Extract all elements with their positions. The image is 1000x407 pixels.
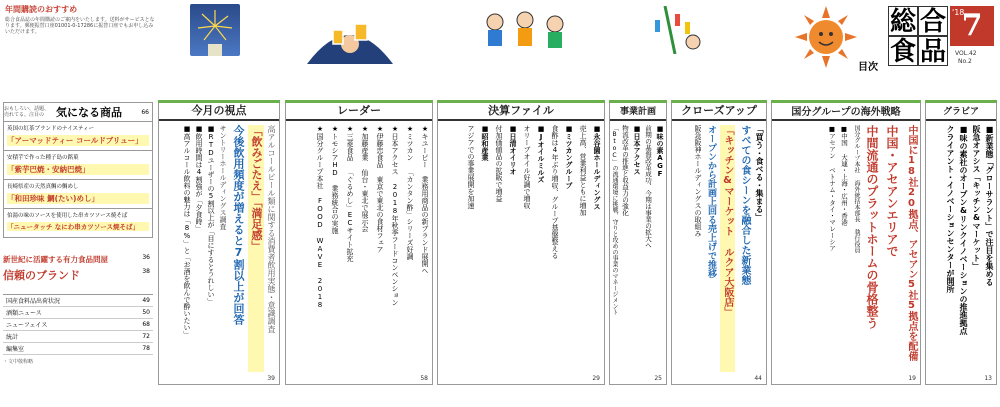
item-main: 「アーマッドティー コールドブリュー」 [7,135,149,146]
gravure-page: 13 [984,375,992,382]
item-sub: 安積芋で作った種子島の銘菓 [7,155,79,161]
closeup-line-5: 阪急阪神ホールディングスの取組み [694,125,702,237]
title-char-3: 食 [889,37,916,67]
item-sub: 長崎県産の天然真鯛の鯛めし [7,184,79,190]
tanabata-illustration [645,6,710,54]
fireworks-illustration [190,4,240,56]
bamboo-icon [645,6,710,54]
kessan-line-4: 食酢は4年ぶり増収、グループ基盤整える [551,125,559,259]
gravure-body [926,121,996,376]
gravure-line-4: クライアント・イノベーションセンターが開所 [946,125,955,293]
kininaru-item-1[interactable] [3,122,153,151]
index-row[interactable] [3,343,153,355]
section-closeup[interactable] [671,100,767,385]
closeup-line-4: オープンから計画上回る売上げで推移 [706,125,716,278]
gravure-heading: グラビア [926,101,996,121]
kongetsu-line-2: 「飲みごたえ」「満足感」 [248,125,264,372]
green-bar-jigyo [609,100,667,103]
kessan-line-6: オリーブオイル好調で増収 [523,125,531,209]
kininaru-header [3,102,153,122]
sun-illustration [795,6,857,68]
radar-heading: レーダー [286,101,432,121]
radar-line-8: ★国分グループ本社 FOOD WAVE 2018 [316,125,324,309]
kongetsu-line-7: ■高アルコール飲料の魅力は「8%」と「お酒を飲んで酔いたい」 [183,125,191,338]
kongetsu-page: 39 [267,375,275,382]
green-bar-kongetsu [158,100,280,103]
magazine-title [888,6,948,68]
green-bar-closeup [671,100,767,103]
kessan-page: 29 [592,375,600,382]
kininaru-side-text: おもしろい、話題、売れてる。注目の [4,106,50,118]
gravure-line-2: 阪急オアシス「キッチン&マーケット」 [972,125,981,270]
kokubun-line-4: 国分グループ本社 海外統括本部長 執行役員 [853,125,860,253]
children-illustration [470,8,580,60]
index-row[interactable] [3,331,153,343]
green-bar-kokubun [771,100,921,103]
jigyo-line-5: 「BtoC」の流通環境に挑戦、守りと攻めの事業のマネージメント [611,125,618,315]
title-char-2: 合 [919,7,946,37]
beer-toast-icon [305,16,395,64]
index-page: 49 [142,297,150,304]
jigyo-heading: 事業計画 [610,101,666,121]
index-page: 68 [142,321,150,328]
radar-page: 58 [420,375,428,382]
section-kongetsu[interactable] [158,100,280,385]
index-label: 統計 [6,334,19,341]
item-main: 「和田珍味 鯛(たい)めし」 [7,193,149,204]
section-kininaru [3,102,153,387]
brand-top-page: 36 [142,254,150,261]
jigyo-line-1: ■味の素AGF [656,125,664,178]
beer-illustration [305,16,395,64]
radar-line-5: ★加藤産業 仙台・東北で展示会 [361,125,369,232]
issue-month: 7 [961,8,983,43]
item-sub: 英国の紅茶ブランドのナイスティー [7,126,95,132]
jigyo-line-3: ■日本アクセス [633,125,641,175]
item-main: 「紫芋巴焼・安納巴焼」 [7,164,149,175]
index-list [3,294,153,355]
kokubun-body [772,121,920,376]
section-kokubun[interactable] [771,100,921,385]
kininaru-item-2[interactable] [3,151,153,180]
kessan-line-7: ■日清オイリオ [509,125,517,175]
index-page: 72 [142,333,150,340]
kokubun-line-5: ■中国 大連・上海・広州・香港 [840,125,848,226]
index-row[interactable] [3,307,153,319]
radar-line-1: ★キユーピー 業務用商品の新ブランド展開へ [421,125,429,274]
gravure-line-3: ■味の素社のオープン&リンクイノベーションの推進拠点 [959,125,968,335]
jigyo-line-2: 前期の基盤改革成功、今期は事業の拡大へ [644,125,652,249]
kongetsu-line-6: ■飲用時間は4割強が「夕食時」 [195,125,203,232]
fireworks-icon [190,4,240,56]
radar-line-3: ★日本アクセス 2018年秋季フードコンベンション [391,125,399,306]
kokubun-line-3: 中間流通のプラットホームの骨格整う [865,125,879,329]
kongetsu-line-3: 今後飲用頻度が増えると7割以上が回答 [232,125,245,325]
section-jigyo[interactable] [609,100,667,385]
title-char-1: 総 [889,7,916,37]
kokubun-line-6: ■アセアン ベトナム・タイ・マレーシア [828,125,836,252]
closeup-heading: クローズアップ [672,101,766,121]
kininaru-heading: 気になる商品 [56,106,122,119]
index-page: 78 [142,345,150,352]
item-sub: 伯湯の味のソースを使用した串カツソース焼そば [7,213,128,219]
no-label: No.2 [958,58,972,65]
kessan-line-8: 付加価値品の拡販で増益 [495,125,503,202]
kininaru-page: 66 [141,108,149,116]
kongetsu-heading: 今月の視点 [159,101,279,121]
kokubun-page: 19 [908,375,916,382]
kongetsu-line-4: サントリーホールディングス調査 [219,125,227,230]
kessan-body [438,121,604,376]
kessan-line-9: ■昭和産業 [481,125,489,161]
closeup-line-3: 「キッチン&マーケット ルクア大阪店」 [720,125,735,372]
closeup-line-1: 「買う・食べる・集まる」 [755,125,764,221]
kongetsu-body [159,121,279,376]
index-row[interactable] [3,295,153,307]
section-kessan[interactable] [437,100,605,385]
item-main: 「ニュータッチ なにわ串カツソース焼そば」 [7,222,149,231]
jigyo-line-4: 物流改革の推進と収益力の強化 [621,125,629,216]
kessan-line-2: 売上高、営業利益ともに増加 [579,125,587,216]
footnote: ・文中敬称略 [3,359,34,365]
kessan-line-1: ■永谷園ホールディングス [593,125,601,210]
radar-line-7: ★トモシアHD 業務統合の実施 [331,125,339,234]
kininaru-item-4[interactable] [3,209,153,238]
kongetsu-line-5: ■RTDユーザーの5割以上が「目にするとうれしい」 [207,125,215,305]
title-char-4: 品 [919,37,946,67]
kokubun-line-1: 中国に18社20拠点、アセアン5社5拠点を配備 [906,125,917,361]
sun-icon [795,6,857,68]
section-gravure[interactable] [925,100,997,385]
brand-top-title: 新世紀に活躍する有力食品問屋 [3,255,108,264]
radar-body [286,121,432,376]
gravure-line-1: ■新業態「グローサラント」で注目を集める [985,125,994,286]
section-radar[interactable] [285,100,433,385]
brand-main-title: 信頼のブランド [3,269,80,282]
kids-playing-icon [470,8,580,60]
index-row[interactable] [3,319,153,331]
index-label: 編集室 [6,346,25,353]
subscription-box [5,4,155,48]
kininaru-item-3[interactable] [3,180,153,209]
closeup-body [672,121,766,376]
closeup-line-2: すべての食シーンを融合した新業態 [739,125,750,285]
green-bar-kessan [437,100,605,103]
jigyo-body [610,121,666,376]
kongetsu-line-1: 高アルコールビール類に関する消費者飲用実態・意識調査 [267,125,276,333]
subscription-title: 年間購読のおすすめ [5,5,78,14]
subscription-text: 総合食品誌の年間購読のご案内をいたします。送料がサービスとなります。郵便振替口座01001-0-17286に振替口座でもお申し込みいただけます。 [5,17,155,35]
toc-label: 目次 [858,62,878,73]
index-label: 酒類ニュース [6,310,42,317]
green-bar-radar [285,100,433,103]
kessan-heading: 決算ファイル [438,101,604,121]
closeup-page: 44 [754,375,762,382]
index-label: 国産食料品出荷状況 [6,298,61,305]
brand-block[interactable] [3,254,153,284]
kessan-line-3: ■ミツカングループ [565,125,573,189]
brand-main-page: 38 [142,268,150,275]
vol-label: VOL.42 [955,50,977,57]
kokubun-heading: 国分グループの海外戦略 [772,101,920,121]
kokubun-line-2: 中国・アセアンエリアで [885,125,899,257]
radar-line-4: ★伊藤忠食品 東京で東北の食材フェア [376,125,384,253]
index-label: ニューフェイス [6,322,48,329]
radar-line-6: ★三菱食品 「ぐるめし」ECサイト拡充 [346,125,354,262]
issue-year: '18 [952,8,965,17]
radar-line-2: ★ミツカン 「カンタン酢」シリーズ好調 [406,125,414,260]
kessan-line-5: ■Jオイルミルズ [537,125,545,183]
green-bar-gravure [925,100,997,103]
jigyo-page: 25 [654,375,662,382]
index-page: 50 [142,309,150,316]
kessan-line-10: アジアでの事業展開を加速 [467,125,475,209]
issue-number-box [950,6,994,46]
